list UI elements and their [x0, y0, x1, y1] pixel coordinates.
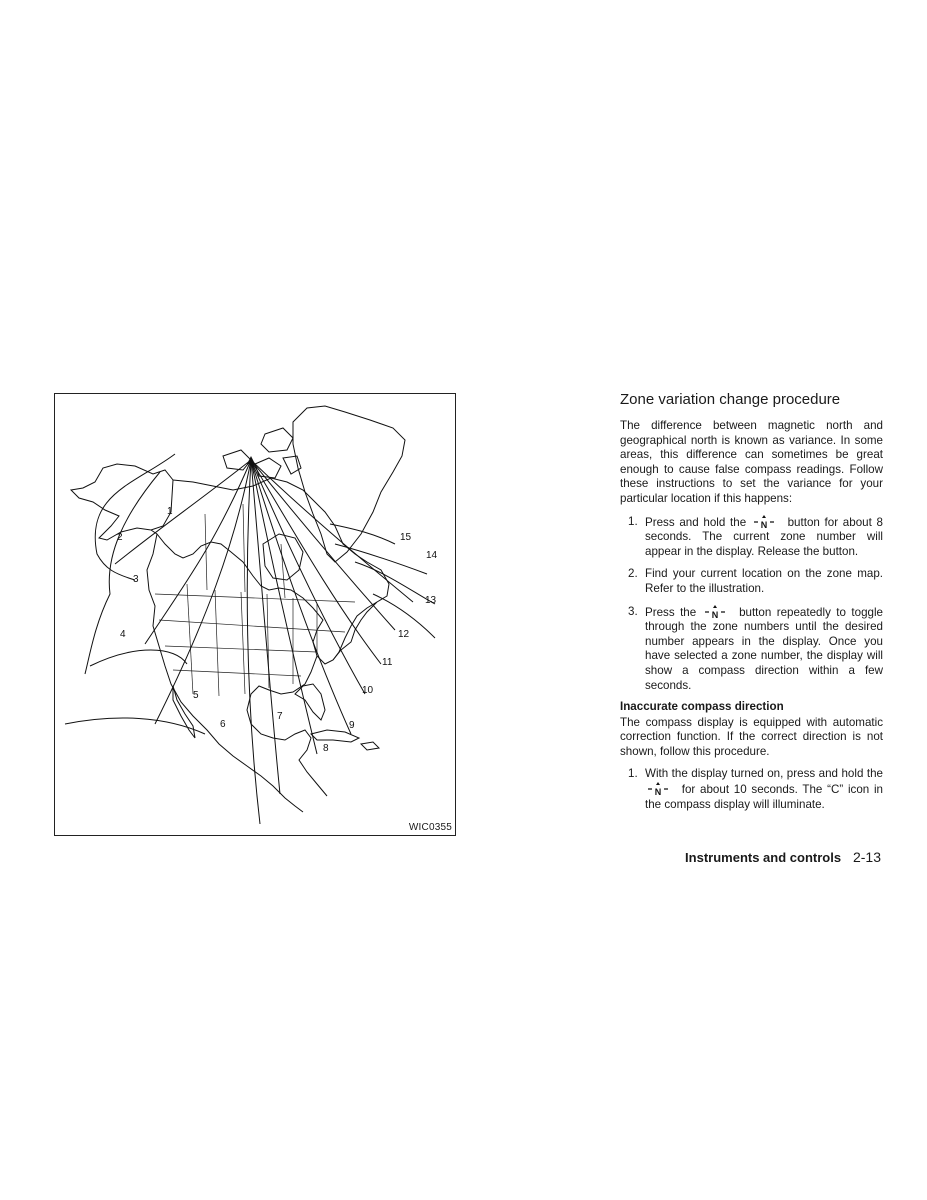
zone-label: 12 [398, 629, 410, 640]
zone-label: 9 [349, 720, 355, 731]
zone-map-illustration [55, 394, 455, 835]
zone-label: 3 [133, 574, 139, 585]
zone-label: 14 [426, 550, 438, 561]
step-text-before: Press the [645, 605, 697, 619]
step-text-after: button repeatedly to toggle through the zone numbers until the desired number appears in the display. Once you have selected a zone number, the display will show a compass direction within a few seconds. [645, 605, 883, 692]
step-text-after: button for about 8 seconds. The current zone number will appear in the display. Release the button. [645, 515, 883, 558]
subsection-intro: The compass display is equipped with automatic correction function. If the correct direction is not shown, follow this procedure. [620, 715, 883, 758]
step-number: 3. [628, 604, 638, 618]
step-text-before: Press and hold the [645, 515, 747, 529]
figure-code: WIC0355 [408, 822, 452, 833]
text-column [620, 390, 883, 812]
zone-label: 8 [323, 743, 329, 754]
zone-label: 15 [400, 532, 412, 543]
zone-label: 7 [277, 711, 283, 722]
svg-text:N: N [711, 609, 718, 619]
coastlines [71, 406, 405, 812]
zone-label: 11 [382, 657, 393, 668]
zone-label: 6 [220, 719, 226, 730]
list-item [620, 767, 883, 812]
zone-map-figure [54, 393, 456, 836]
step-number: 1. [628, 514, 638, 528]
north-compass-button-icon [704, 605, 726, 619]
page-footer [685, 848, 881, 867]
north-compass-button-icon [647, 782, 669, 796]
list-item [620, 515, 883, 560]
borders [155, 504, 355, 696]
list-item [620, 605, 883, 694]
step-text: Find your current location on the zone map. Refer to the illustration. [645, 567, 883, 595]
svg-text:N: N [760, 519, 768, 529]
step-number: 1. [628, 767, 638, 781]
step-text-after: for about 10 seconds. The “C” icon in the compass display will illuminate. [645, 783, 883, 811]
step-number: 2. [628, 567, 638, 581]
procedure-steps [620, 515, 883, 694]
zone-label: 1 [167, 506, 173, 517]
zone-label: 2 [117, 532, 123, 543]
zone-label: 4 [120, 629, 126, 640]
section-intro: The difference between magnetic north and geographical north is known as variance. In some areas, this difference can sometimes be great enough to cause false compass readings. Follow these instructions to set the variance for your particular location if this happens: [620, 419, 883, 505]
step-text-before: With the display turned on, press and hold the [645, 767, 883, 781]
zone-label: 13 [425, 595, 437, 606]
zone-label: 10 [362, 685, 374, 696]
correction-steps [620, 767, 883, 812]
page-number: 2-13 [852, 849, 881, 865]
section-title: Zone variation change procedure [620, 391, 841, 408]
north-compass-button-icon [753, 515, 775, 529]
subsection-title: Inaccurate compass direction [620, 700, 784, 714]
zone-label: 5 [193, 690, 199, 701]
list-item [620, 567, 883, 596]
footer-section-title: Instruments and controls [685, 850, 842, 865]
svg-text:N: N [654, 787, 662, 797]
